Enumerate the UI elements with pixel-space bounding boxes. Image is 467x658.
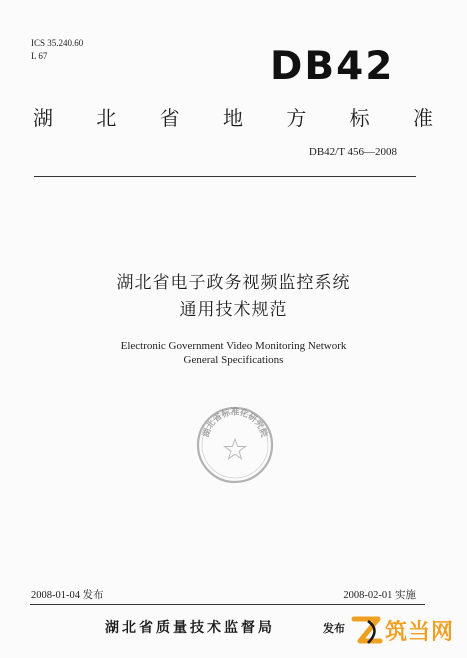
standard-number: DB42/T 456—2008 [308, 146, 397, 158]
standard-type-heading [33, 102, 433, 131]
issue-date: 2008-01-04 发布 [31, 590, 104, 601]
watermark-text: 筑当网 [385, 619, 455, 645]
standard-type-char: 湖 [33, 106, 53, 130]
institute-seal-stamp [195, 405, 275, 485]
stamp-text: 湖北省标准化研究院 [201, 407, 269, 439]
standard-type-char: 北 [96, 106, 117, 130]
db-standard-logo: DB42 [270, 44, 395, 89]
ccs-code: L 67 [31, 51, 48, 61]
title-en-line1: Electronic Government Video Monitoring Network [120, 340, 347, 352]
title-cn-line2: 通用技术规范 [179, 300, 288, 320]
issuing-authority: 湖北省质量技术监督局 [105, 620, 275, 636]
standard-type-char: 方 [286, 106, 307, 130]
svg-text:湖北省标准化研究院 [200, 407, 269, 439]
ics-code: ICS 35.240.60 [31, 38, 84, 48]
implement-date: 2008-02-01 实施 [343, 590, 416, 601]
standard-type-char: 地 [222, 106, 243, 130]
standard-type-char: 省 [159, 106, 180, 130]
standard-type-char: 准 [412, 106, 433, 130]
standard-type-char: 标 [349, 106, 370, 130]
footer-divider [30, 604, 425, 605]
watermark-logo-icon [350, 613, 384, 647]
site-watermark [350, 610, 462, 650]
title-en-line2: General Specifications [183, 354, 284, 366]
title-cn-line1: 湖北省电子政务视频监控系统 [116, 273, 351, 293]
issuer-suffix: 发布 [323, 622, 345, 635]
header-divider [34, 176, 416, 177]
